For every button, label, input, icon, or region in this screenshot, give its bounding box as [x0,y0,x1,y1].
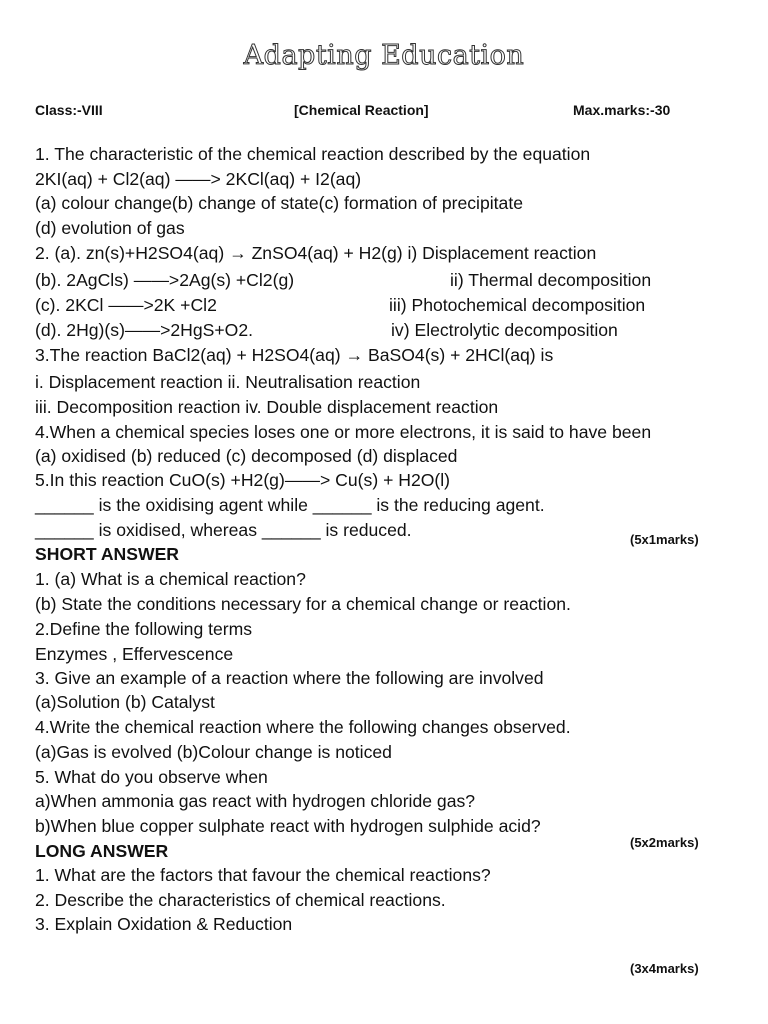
question-line: 3. Give an example of a reaction where the following are involved [35,668,544,688]
subject-label: [Chemical Reaction] [294,102,429,118]
option-line: i. Displacement reaction ii. Neutralisation reaction [35,372,421,392]
question-line: 2KI(aq) + Cl2(aq) ——> 2KCl(aq) + I2(aq) [35,169,362,189]
question-line: b)When blue copper sulphate react with hydrogen sulphide acid? [35,816,541,836]
match-left-item: (b). 2AgCls) ——>2Ag(s) +Cl2(g) [35,270,295,290]
question-line: 4.Write the chemical reaction where the following changes observed. [35,717,571,737]
question-line: 5.In this reaction CuO(s) +H2(g)——> Cu(s) + H2O(l) [35,470,451,490]
question-line: 5. What do you observe when [35,767,268,787]
question-line: 2. (a). zn(s)+H2SO4(aq) → ZnSO4(aq) + H2(g) i) Displacement reaction [35,243,597,263]
question-line: Enzymes , Effervescence [35,644,234,664]
section-marks: (3x4marks) [630,961,699,976]
match-left-item: (d). 2Hg)(s)——>2HgS+O2. [35,320,254,340]
question-line: 3. Explain Oxidation & Reduction [35,914,293,934]
page-title: Adapting Education [243,40,525,71]
option-line: (d) evolution of gas [35,218,185,238]
section-heading: SHORT ANSWER [35,544,180,564]
question-line: 1. (a) What is a chemical reaction? [35,569,306,589]
question-line: a)When ammonia gas react with hydrogen chloride gas? [35,791,476,811]
section-marks: (5x1marks) [630,532,699,547]
question-line: 2.Define the following terms [35,619,253,639]
match-right-item: iv) Electrolytic decomposition [391,320,618,340]
fill-blank-line: ______ is the oxidising agent while ______ is the reducing agent. [35,495,545,515]
match-right-item: ii) Thermal decomposition [450,270,652,290]
class-label: Class:-VIII [35,102,103,118]
match-left-item: (c). 2KCl ——>2K +Cl2 [35,295,217,315]
section-heading: LONG ANSWER [35,841,169,861]
question-line: 1. The characteristic of the chemical reaction described by the equation [35,144,591,164]
option-line: iii. Decomposition reaction iv. Double displacement reaction [35,397,499,417]
question-line: (b) State the conditions necessary for a chemical change or reaction. [35,594,571,614]
question-line: 3.The reaction BaCl2(aq) + H2SO4(aq) → BaSO4(s) + 2HCl(aq) is [35,345,554,365]
question-line: 4.When a chemical species loses one or more electrons, it is said to have been [35,422,652,442]
section-marks: (5x2marks) [630,835,699,850]
option-line: (a) oxidised (b) reduced (c) decomposed (d) displaced [35,446,458,466]
match-right-item: iii) Photochemical decomposition [389,295,646,315]
fill-blank-line: ______ is oxidised, whereas ______ is reduced. [35,520,412,540]
max-marks-label: Max.marks:-30 [573,102,671,118]
option-line: (a) colour change(b) change of state(c) formation of precipitate [35,193,523,213]
question-line: (a)Gas is evolved (b)Colour change is noticed [35,742,392,762]
question-line: (a)Solution (b) Catalyst [35,692,215,712]
question-line: 1. What are the factors that favour the chemical reactions? [35,865,491,885]
question-line: 2. Describe the characteristics of chemical reactions. [35,890,446,910]
